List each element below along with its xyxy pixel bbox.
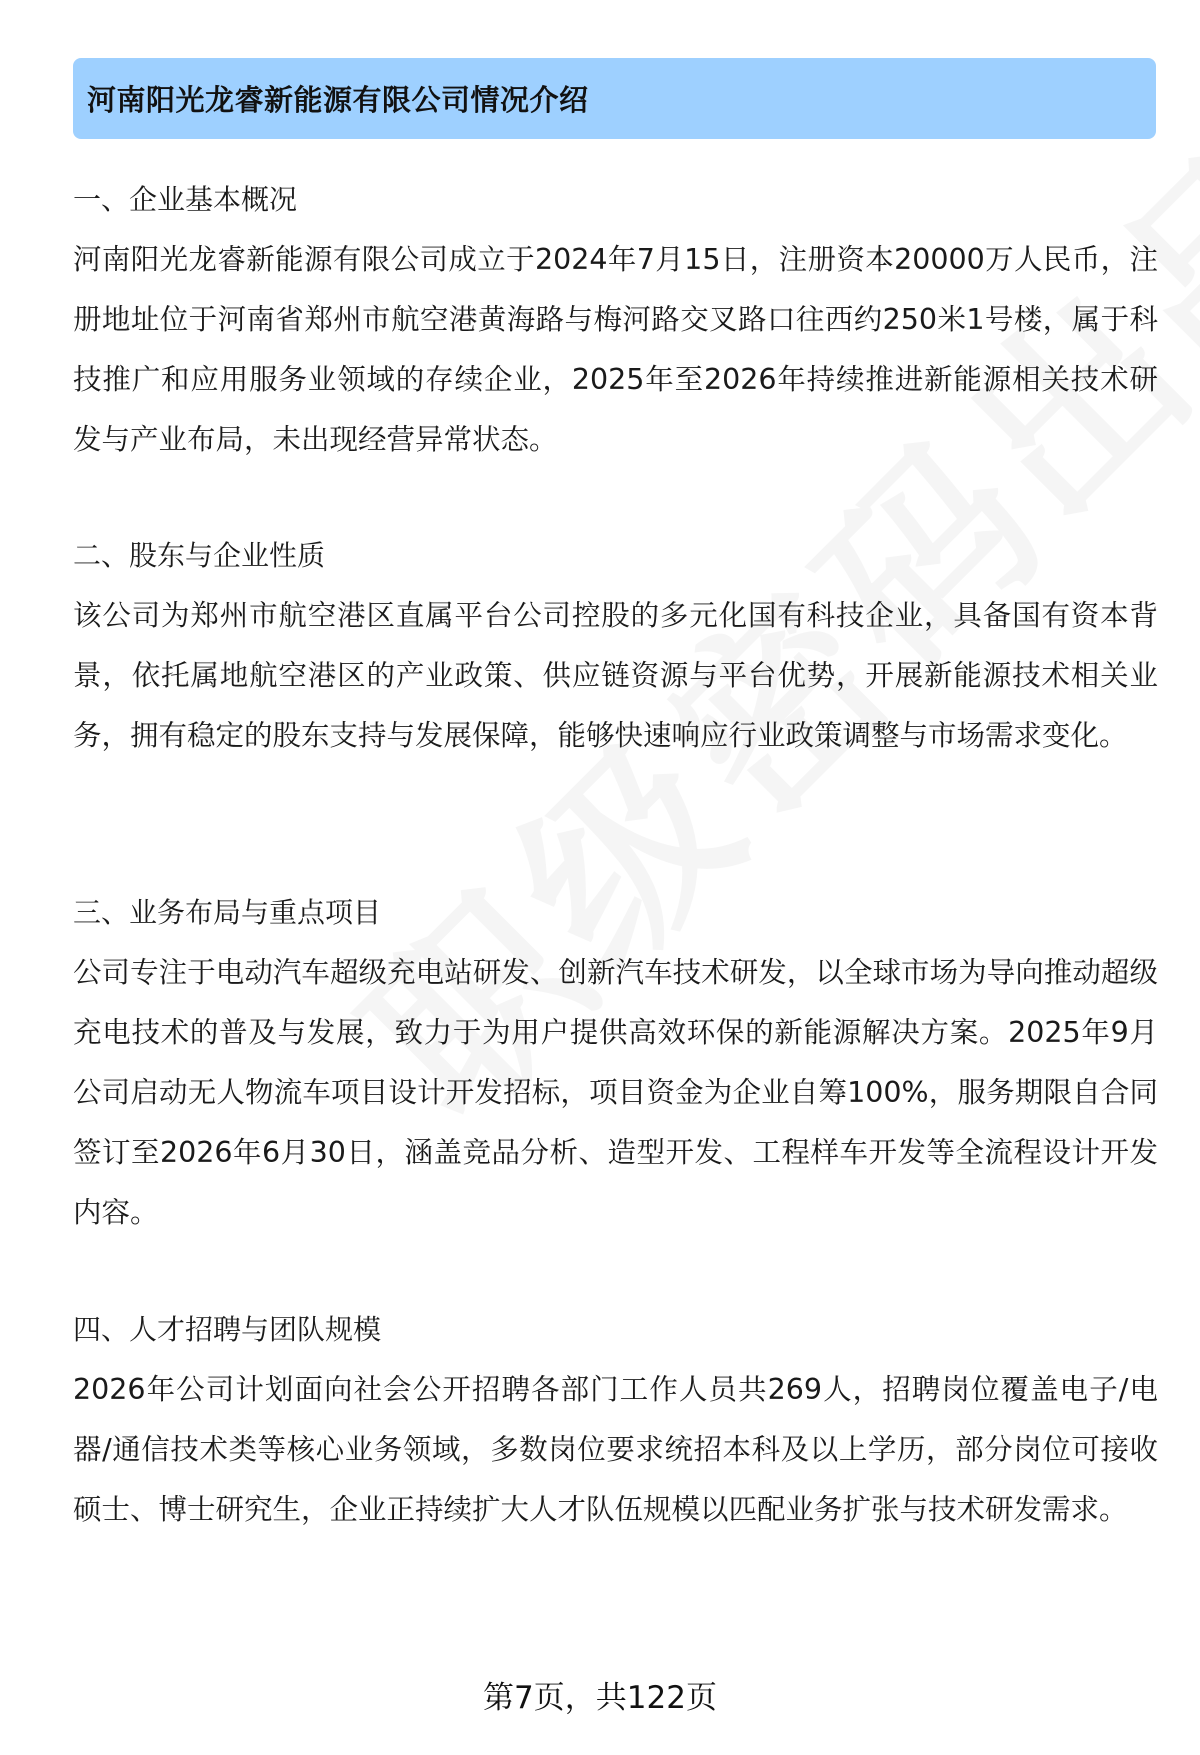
title-bar xyxy=(73,58,1156,139)
section-heading-3: 三、业务布局与重点项目 xyxy=(73,896,382,929)
section-body-4: 2026年公司计划面向社会公开招聘各部门工作人员共269人，招聘岗位覆盖电子/电器/通信技术类等核心业务领域，多数岗位要求统招本科及以上学历，部分岗位可接收硕士、博士研究生，企业正持续扩大人才队伍规模以匹配业务扩张与技术研发需求。 xyxy=(73,1373,1158,1526)
section-heading-2: 二、股东与企业性质 xyxy=(73,539,326,572)
section-body-2: 该公司为郑州市航空港区直属平台公司控股的多元化国有科技企业，具备国有资本背景，依托属地航空港区的产业政策、供应链资源与平台优势，开展新能源技术相关业务，拥有稳定的股东支持与发展保障，能够快速响应行业政策调整与市场需求变化。 xyxy=(73,599,1158,752)
section-body-1: 河南阳光龙睿新能源有限公司成立于2024年7月15日，注册资本20000万人民币，注册地址位于河南省郑州市航空港黄海路与梅河路交叉路口往西约250米1号楼，属于科技推广和应用服务业领域的存续企业，2025年至2026年持续推进新能源相关技术研发与产业布局，未出现经营异常状态。 xyxy=(73,243,1158,456)
document-title: 河南阳光龙睿新能源有限公司情况介绍 xyxy=(87,83,589,117)
page-number: 第7页，共122页 xyxy=(483,1680,717,1716)
section-body-3: 公司专注于电动汽车超级充电站研发、创新汽车技术研发，以全球市场为导向推动超级充电技术的普及与发展，致力于为用户提供高效环保的新能源解决方案。2025年9月公司启动无人物流车项目设计开发招标，项目资金为企业自筹100%，服务期限自合同签订至2026年6月30日，涵盖竞品分析、造型开发、工程样车开发等全流程设计开发内容。 xyxy=(73,956,1158,1229)
section-heading-4: 四、人才招聘与团队规模 xyxy=(73,1313,382,1346)
section-heading-1: 一、企业基本概况 xyxy=(73,183,298,216)
